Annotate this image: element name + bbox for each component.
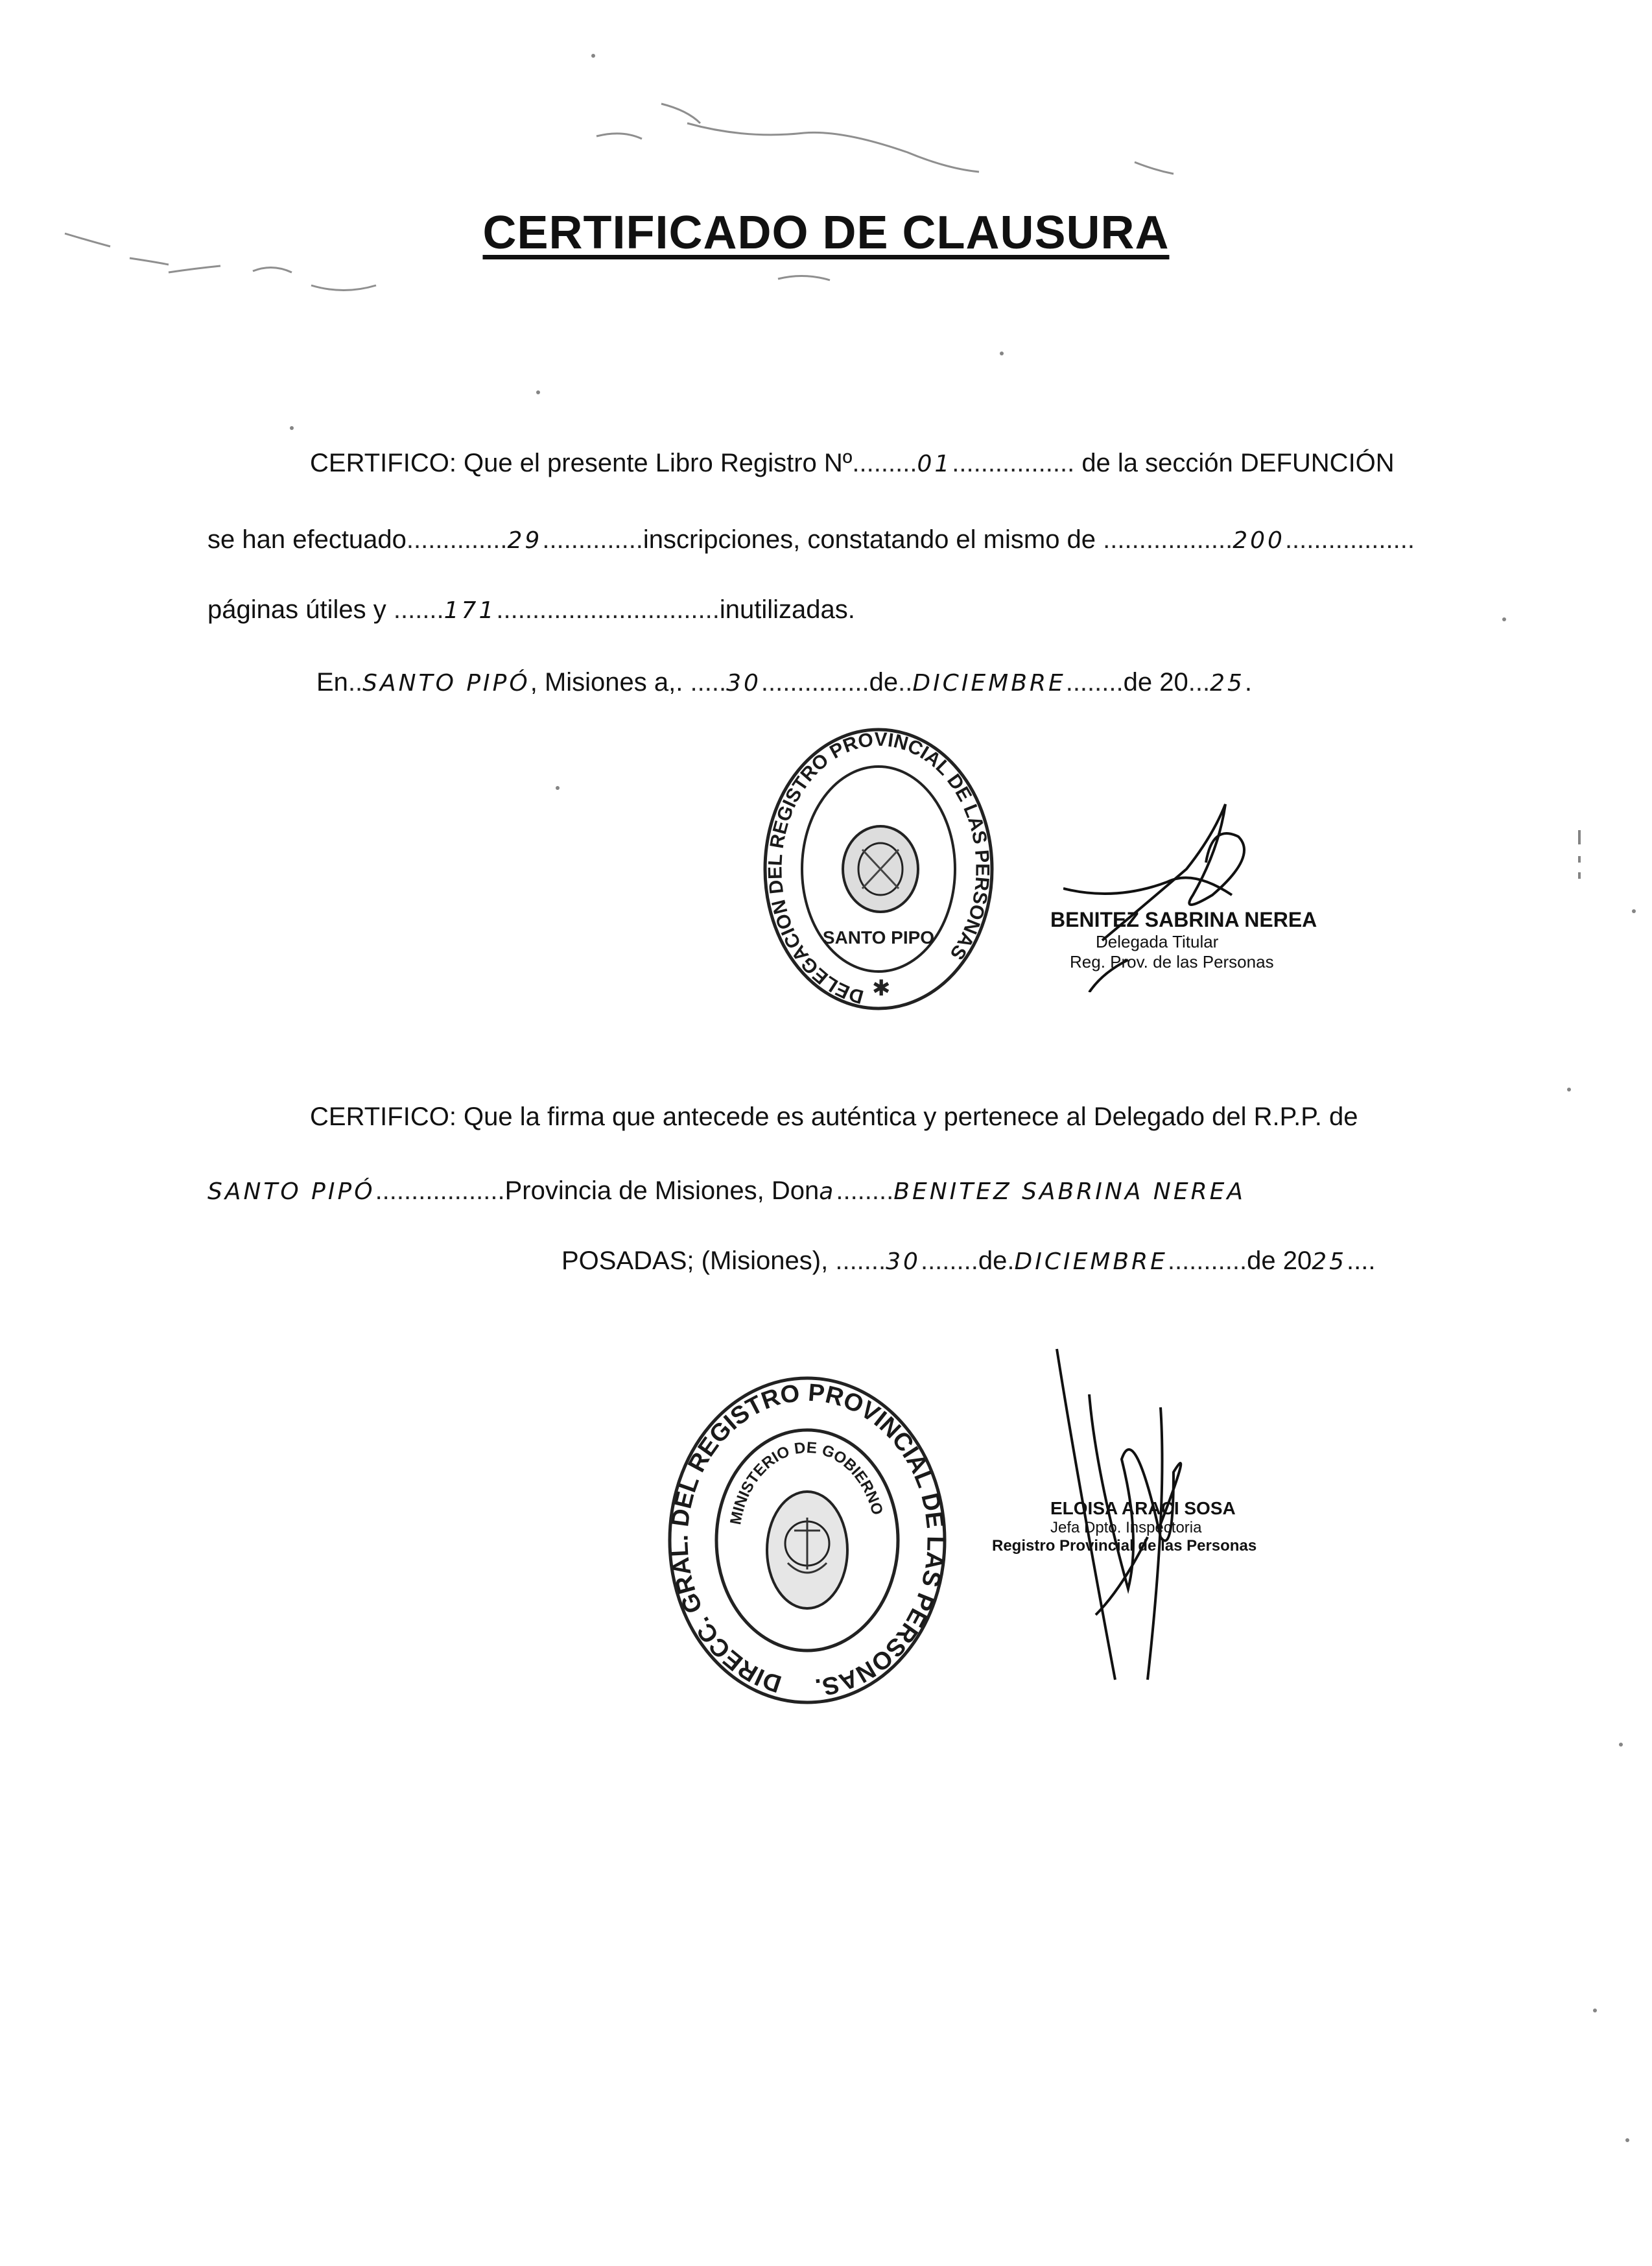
handwritten-inscriptions-count: 29 <box>507 527 543 554</box>
delegate-stamp <box>1050 908 1323 972</box>
cert2-line1 <box>310 1104 1358 1130</box>
seal2-coat-of-arms-icon <box>767 1492 847 1608</box>
chief-stamp <box>985 1498 1349 1555</box>
delegate-role: Delegada Titular <box>1096 932 1219 951</box>
handwritten-delegate-name: BENITEZ SABRINA NEREA <box>893 1178 1245 1205</box>
cert2-line2: SANTO PIPÓ..................Provincia de Misiones, Dona........BENITEZ SABRINA NEREA <box>207 1176 1245 1205</box>
seal2-inner-text: MINISTERIO DE GOBIERNO <box>727 1438 886 1527</box>
delegate-name: BENITEZ SABRINA NEREA <box>1050 908 1317 931</box>
cert1-line1-text-b: de la sección DEFUNCIÓN <box>1081 449 1395 477</box>
cert2-line1-text: CERTIFICO: Que la firma que antecede es auténtica y pertenece al Delegado del R.P.P. de <box>310 1103 1358 1131</box>
seal2-outer-text: DIRECC. GRAL. DEL REGISTRO PROVINCIAL DE LAS PERSONAS. <box>666 1379 949 1701</box>
cert2-line3-text-b: de <box>978 1246 1008 1275</box>
cert1-line3-text-b: inutilizadas. <box>719 595 855 624</box>
cert2-line3: POSADAS; (Misiones), .......30........de.DICIEMBRE...........de 2025.... <box>561 1246 1376 1275</box>
chief-role: Jefa Dpto. Inspectoria <box>1050 1519 1202 1536</box>
cert1-line4-text-a: En <box>316 668 348 697</box>
chief-name: ELOISA ARACI SOSA <box>1050 1498 1236 1518</box>
handwritten-day: 30 <box>726 670 761 697</box>
handwritten-useful-pages: 200 <box>1233 527 1285 554</box>
cert1-line1-text-a: CERTIFICO: Que el presente Libro Registro Nº <box>310 449 853 477</box>
handwritten-gender-suffix: a <box>819 1178 836 1205</box>
directorate-seal <box>661 1368 953 1719</box>
document-title: CERTIFICADO DE CLAUSURA <box>482 207 1170 259</box>
handwritten-month: DICIEMBRE <box>912 670 1066 697</box>
cert2-line2-text-a: Provincia de Misiones, Don <box>504 1176 820 1205</box>
handwritten-day-2: 30 <box>886 1248 921 1275</box>
seal1-emblem-icon <box>843 826 918 912</box>
seal1-inner-text: SANTO PIPO <box>822 927 935 948</box>
handwritten-book-number: 01 <box>917 451 952 477</box>
seal1-ring-text: DELEGACION DEL REGISTRO PROVINCIAL DE LAS PERSONAS <box>764 728 993 1008</box>
handwritten-place-2: SANTO PIPÓ <box>207 1178 375 1205</box>
handwritten-year: 25 <box>1210 670 1245 697</box>
cert2-line3-text-a: POSADAS; (Misiones), <box>561 1246 829 1275</box>
cert1-line1: CERTIFICO: Que el presente Libro Registro Nº.........01................. de la sección DEFUNCIÓN <box>310 449 1395 477</box>
cert2-line3-text-d: .... <box>1347 1246 1376 1275</box>
handwritten-unused-pages: 171 <box>443 597 497 624</box>
cert1-line4-text-d: de 20 <box>1123 668 1188 697</box>
seal1-star-icon: ✱ <box>872 976 891 1001</box>
cert1-line3: páginas útiles y .......171...............................inutilizadas. <box>207 595 855 624</box>
handwritten-year-2: 25 <box>1312 1248 1347 1275</box>
delegate-org: Reg. Prov. de las Personas <box>1070 952 1274 972</box>
cert1-line2-text-b: inscripciones, constatando el mismo de <box>643 525 1096 554</box>
cert1-line4: En..SANTO PIPÓ, Misiones a,. .....30...............de..DICIEMBRE........de 20...25. <box>316 668 1252 697</box>
handwritten-place: SANTO PIPÓ <box>362 670 530 697</box>
cert1-line2: se han efectuado..............29..............inscripciones, constatando el mismo de ..................200.................. <box>207 525 1415 554</box>
cert1-line2-text-a: se han efectuado <box>207 525 407 554</box>
chief-org: Registro Provincial de las Personas <box>992 1537 1257 1555</box>
cert1-line4-text-b: , Misiones a,. <box>530 668 683 697</box>
handwritten-month-2: DICIEMBRE <box>1014 1248 1168 1275</box>
cert1-line4-text-c: de <box>869 668 899 697</box>
cert2-line3-text-c: de 20 <box>1247 1246 1312 1275</box>
cert1-line3-text-a: páginas útiles y <box>207 595 386 624</box>
cert1-line4-text-e: . <box>1244 668 1252 697</box>
delegation-seal <box>759 720 998 1018</box>
